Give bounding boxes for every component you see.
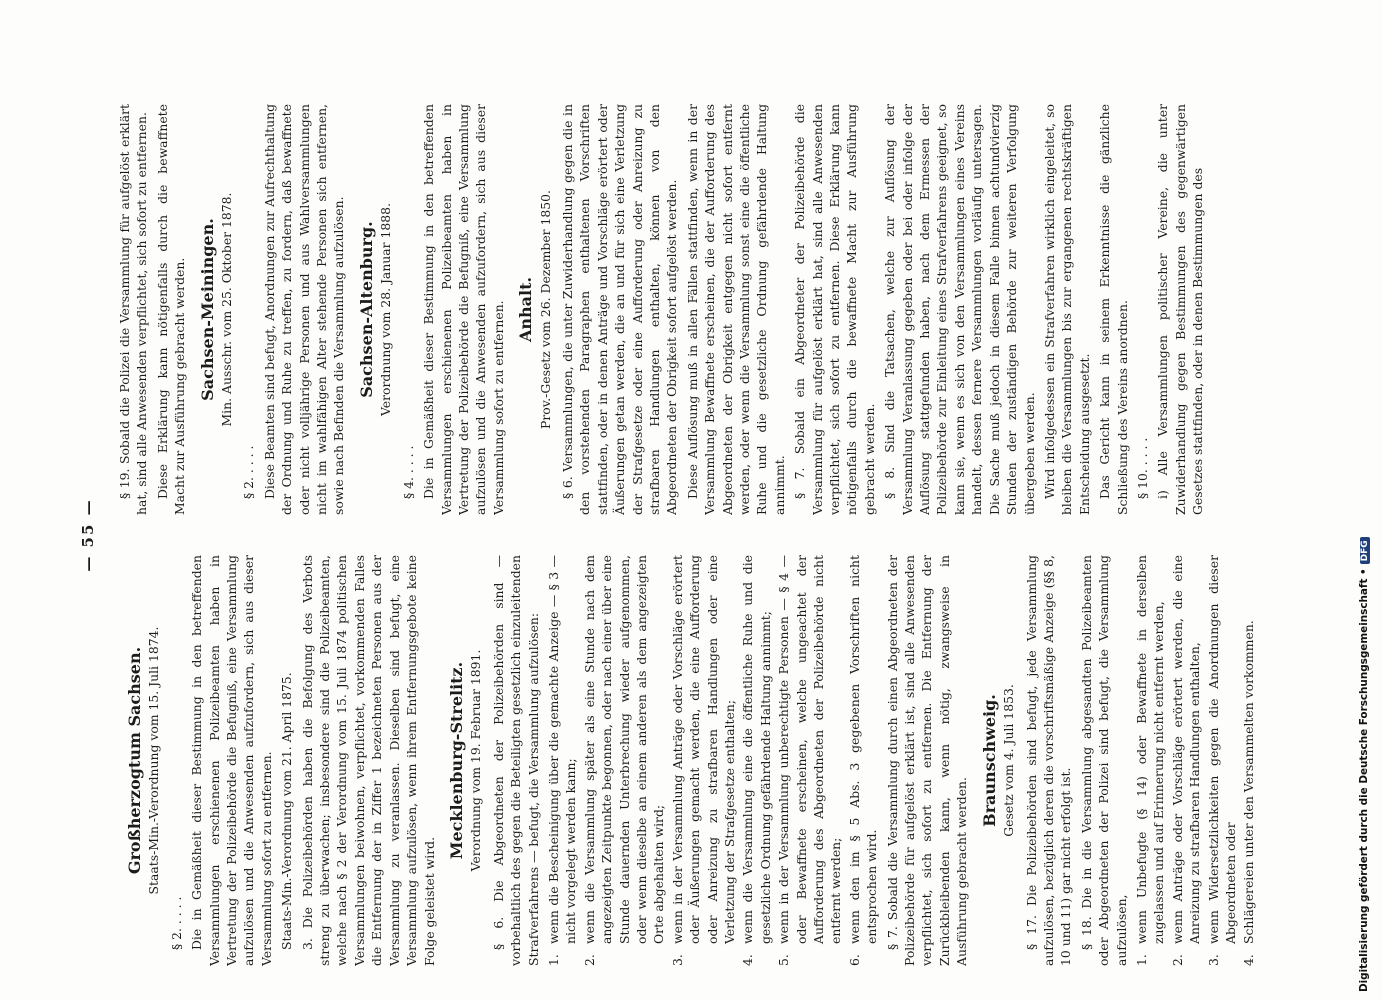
paragraph: Das Gericht kann in seinem Erkenntnisse die gänzliche Schließung des Vereins anordnen. xyxy=(1097,104,1130,515)
list-item: 3. wenn Widersetzlichkeiten gegen die Anordnungen dieser Abgeordneten oder xyxy=(1205,555,1238,966)
paragraph: Die in Gemäßheit dieser Bestimmung in den betreffenden Versammlungen erschienenen Polizeibeamten haben in Vertretung der Polizeibehörde die Befugniß, eine Versammlung aufzulösen und die Anwesenden aufzufordern, sich aus dieser Versammlung sofort zu entfernen. xyxy=(421,104,506,515)
heading-sachsen-altenburg: Sachsen-Altenburg. xyxy=(356,221,376,398)
paragraph: § 2. . . . . xyxy=(168,896,184,950)
page-number: — 55 — xyxy=(79,498,97,572)
paragraph: § 6. Die Abgeordneten der Polizeibehörden sind — vorbehaltlich des gegen die Beteiligten gesetzlich einzuleitenden Strafverfahrens — befugt, die Versammlung aufzulösen: xyxy=(490,555,541,966)
heading-grossherzogtum-sachsen: Großherzogtum Sachsen. xyxy=(125,646,144,875)
subheading-gesetz-1850: Prov.-Gesetz vom 26. Dezember 1850. xyxy=(537,190,553,430)
paragraph: § 2. . . . . xyxy=(241,445,257,499)
numbered-list xyxy=(545,555,881,966)
paragraph: Diese Beamten sind befugt, Anordnungen zur Aufrechthaltung der Ordnung und Ruhe zu treffen, zu fordern, daß bewaffnete oder nicht volljährige Personen und aus Wahlversammlungen nicht im wahlfähigen Alter stehende Personen sich entfernen, sowie nach Befinden die Versammlung aufzulösen. xyxy=(261,104,347,515)
right-column xyxy=(116,104,1296,515)
list-item: 4. Schlägereien unter den Versammelten vorkommen. xyxy=(1241,620,1257,966)
list-item: 3. wenn in der Versammlung Anträge oder Vorschläge erörtert oder Äußerungen gemacht werden, die eine Aufforderung oder Anreizung zu strafbaren Handlungen oder eine Verletzung der Strafgesetze enthalten; xyxy=(669,555,737,966)
paragraph: § 7. Sobald ein Abgeordneter der Polizeibehörde die Versammlung für aufgelöst erklärt hat, sind alle Anwesenden verpflichtet, sich sofort zu entfernen. Diese Erklärung kann nötigenfalls durch die bewaffnete Macht zur Ausführung gebracht werden. xyxy=(792,104,877,515)
heading-anhalt: Anhalt. xyxy=(516,276,536,343)
paragraph: § 7. Sobald die Versammlung durch einen Abgeordneten der Polizeibehörde für aufgelöst erklärt ist, sind alle Anwesenden verpflichtet, sich sofort zu entfernen. Die Entfernung der Zurückbleibenden kann, wenn nötig, zwangsweise in Ausführung gebracht werden. xyxy=(884,555,970,966)
paragraph: i) Alle Versammlungen politischer Vereine, die unter Zuwiderhandlung gegen Bestimmungen des gegenwärtigen Gesetzes stattfinden, oder in denen Bestimmungen des xyxy=(1155,104,1206,515)
heading-mecklenburg-strelitz: Mecklenburg-Strelitz. xyxy=(446,661,466,860)
paragraph: § 8. Sind die Tatsachen, welche zur Auflösung der Versammlung Veranlassung gegeben oder bei oder infolge der Auflösung stattgefunden haben, nach dem Ermessen der Polizeibehörde zur Einleitung eines Strafverfahrens geeignet, so kann sie, wenn es sich von den Versammlungen eines Vereins handelt, dessen fernere Versammlungen vorläufig untersagen. Die Sache muß jedoch in diesem Falle binnen achtundvierzig Stunden der zuständigen Behörde zur weiteren Verfolgung übergeben werden. xyxy=(882,104,1037,515)
numbered-list xyxy=(1133,555,1258,966)
subheading-ausschreiben-1878: Min. Ausschr. vom 25. Oktober 1878. xyxy=(219,192,235,427)
heading-braunschweig: Braunschweig. xyxy=(979,694,999,827)
text-columns xyxy=(116,104,1296,966)
paragraph: § 19. Sobald die Polizei die Versammlung für aufgelöst erklärt hat, sind alle Anwesenden verpflichtet, sich sofort zu entfernen. xyxy=(117,104,150,515)
list-item: 5. wenn in der Versammlung unberechtigte Personen — § 4 — oder Bewaffnete erscheinen, welche ungeachtet der Aufforderung des Abgeordneten der Polizeibehörde nicht entfernt werden; xyxy=(776,555,844,966)
dfg-logo: DFG xyxy=(1360,537,1370,564)
paragraph: Die in Gemäßheit dieser Bestimmung in den betreffenden Versammlungen erschienenen Polizeibeamten haben in Vertretung der Polizeibehörde die Befugniß, eine Versammlung aufzulösen und die Anwesenden aufzufordern, sich aus dieser Versammlung sofort zu entfernen. xyxy=(189,555,274,966)
paragraph: Diese Erklärung kann nötigenfalls durch die bewaffnete Macht zur Ausführung gebracht werden. xyxy=(154,104,188,515)
subheading-gesetz-1853: Gesetz vom 4. Juli 1853. xyxy=(1001,684,1017,837)
paragraph: § 18. Die in die Versammlung abgesandten Polizeibeamten oder Abgeordneten der Polizei sind befugt, die Versammlung aufzulösen, xyxy=(1078,555,1129,966)
heading-sachsen-meiningen: Sachsen-Meiningen. xyxy=(197,218,217,401)
left-column xyxy=(116,555,1296,966)
paragraph: § 10. . . . . xyxy=(1134,437,1150,499)
list-item: 4. wenn die Versammlung eine die öffentliche Ruhe und die gesetzliche Ordnung gefährdende Haltung annimmt; xyxy=(740,555,773,966)
digitization-credit xyxy=(1358,12,1376,992)
list-item: 2. wenn Anträge oder Vorschläge erörtert werden, die eine Anreizung zu strafbaren Handlungen enthalten, xyxy=(1169,555,1203,966)
subheading-verordnung-1874: Staats-Min.-Verordnung vom 15. Juli 1874. xyxy=(146,626,162,895)
subheading-verordnung-1888: Verordnung vom 28. Januar 1888. xyxy=(378,202,394,417)
paragraph: § 4. . . . . xyxy=(400,445,416,499)
list-item: 6. wenn den im § 5 Abs. 3 gegebenen Vorschriften nicht entsprochen wird. xyxy=(846,555,880,966)
credit-text: Digitalisierung gefördert durch die Deutsche Forschungsgemeinschaft • xyxy=(1358,568,1370,992)
paragraph: § 17. Die Polizeibehörden sind befugt, jede Versammlung aufzulösen, bezüglich deren die vorschriftsmäßige Anzeige (§§ 8, 10 und 11) gar nicht erfolgt ist. xyxy=(1023,555,1074,966)
paragraph: 3. Die Polizeibehörden haben die Befolgung des Verbots streng zu überwachen; insbesondere sind die Polizeibeamten, welche nach § 2 der Verordnung vom 15. Juli 1874 politischen Versammlungen beiwohnen, verpflichtet, vorkommenden Falles die Entfernung der in Ziffer 1 bezeichneten Personen aus der Versammlung zu veranlassen. Dieselben sind befugt, eine Versammlung aufzulösen, wenn ihrem Entfernungsgebote keine Folge geleistet wird. xyxy=(299,555,437,966)
paragraph: Diese Auflösung muß in allen Fällen stattfinden, wenn in der Versammlung Bewaffnete erscheinen, die der Aufforderung des Abgeordneten der Obrigkeit entgegen nicht sofort entfernt werden, oder wenn die Versammlung sonst eine die öffentliche Ruhe und die gesetzliche Ordnung gefährdende Haltung annimmt. xyxy=(684,104,787,515)
paragraph: § 6. Versammlungen, die unter Zuwiderhandlung gegen die in den vorstehenden Paragraphen enthaltenen Vorschriften stattfinden, oder in denen Anträge und Vorschläge erörtert oder Äußerungen getan werden, die an und für sich eine Verletzung der Strafgesetze oder eine Aufforderung oder Anreizung zu strafbaren Handlungen enthalten, können von den Abgeordneten der Obrigkeit sofort aufgelöst werden. xyxy=(559,104,680,515)
document-page xyxy=(60,70,1330,1000)
list-item: 2. wenn die Versammlung später als eine Stunde nach dem angezeigten Zeitpunkte begonnen, oder nach einer über eine Stunde dauernden Unterbrechung wieder aufgenommen, oder wenn dieselbe an einem anderen als dem angezeigten Orte abgehalten wird; xyxy=(581,555,667,966)
paragraph: Wird infolgedessen ein Strafverfahren wirklich eingeleitet, so bleiben die Versammlungen bis zur ergangenen rechtskräftigen Entscheidung ausgesetzt. xyxy=(1041,104,1092,515)
list-item: 1. wenn die Bescheinigung über die gemachte Anzeige — § 3 — nicht vorgelegt werden kann; xyxy=(545,555,579,966)
paragraph: Staats-Min.-Verordnung vom 21. April 1875. xyxy=(279,672,295,950)
subheading-verordnung-1891: Verordnung vom 19. Februar 1891. xyxy=(468,649,484,872)
list-item: 1. wenn Unbefugte (§ 14) oder Bewaffnete in derselben zugelassen und auf Erinnerung nicht entfernt werden, xyxy=(1133,555,1167,966)
